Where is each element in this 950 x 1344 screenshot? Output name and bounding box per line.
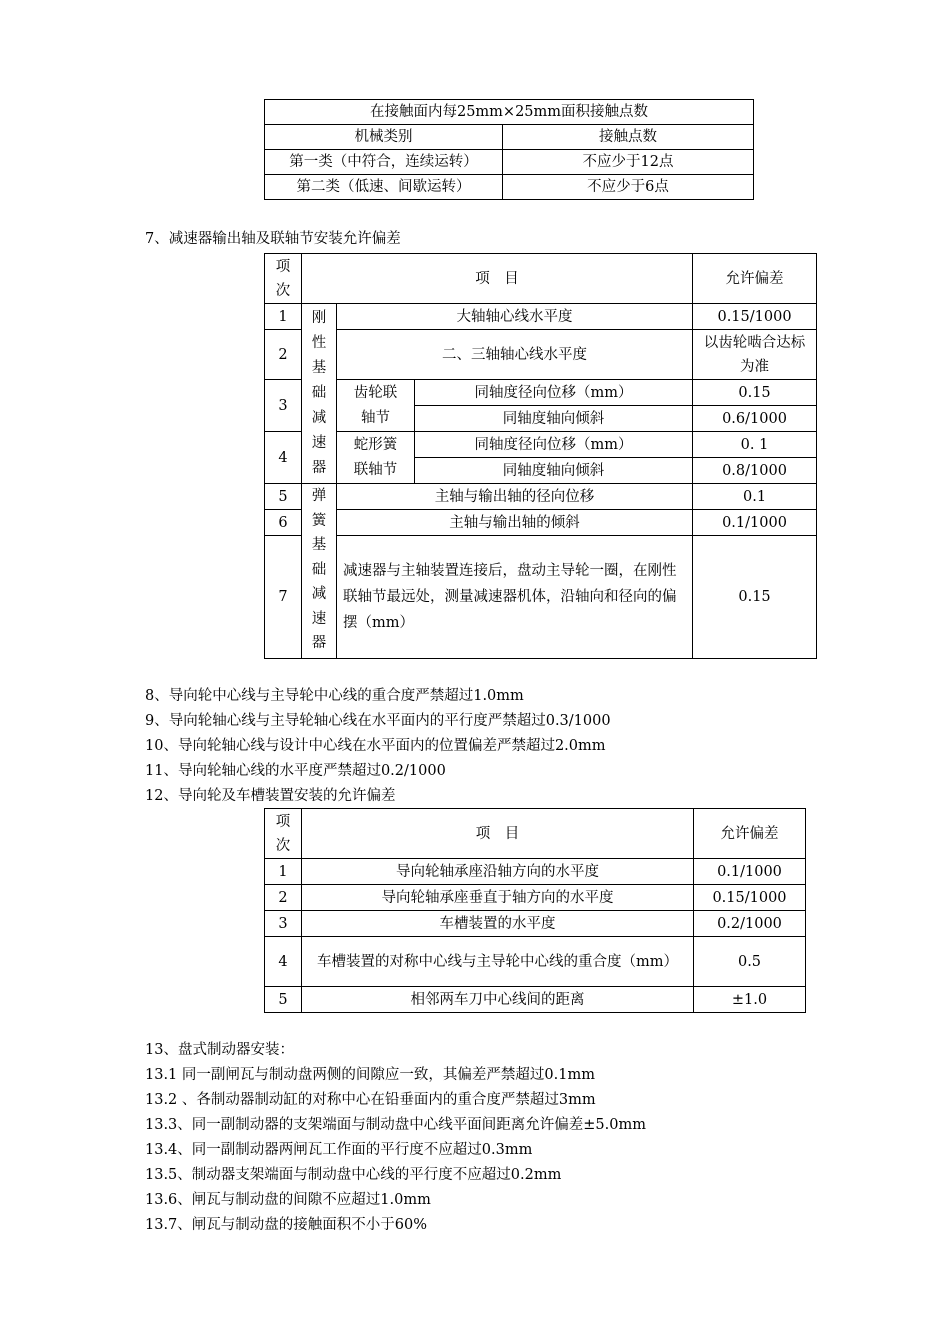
row-item: 车槽装置的水平度	[302, 911, 694, 937]
clause-13: 13、盘式制动器安装：	[145, 1042, 294, 1058]
col-header-tol: 允许偏差	[694, 809, 806, 859]
row-no: 7	[265, 536, 302, 659]
row-tol: 0.15/1000	[693, 304, 817, 330]
clause-12: 12、导向轮及车槽装置安装的允许偏差	[145, 788, 396, 804]
row-tol: 0.15	[693, 380, 817, 406]
table-cell: 不应少于6点	[503, 175, 754, 200]
clause-13-4: 13.4、同一副制动器两闸瓦工作面的平行度不应超过0.3mm	[145, 1142, 533, 1158]
row-tol: 0.15/1000	[694, 885, 806, 911]
row-tol: 0. 1	[693, 432, 817, 458]
clause-10: 10、导向轮轴心线与设计中心线在水平面内的位置偏差严禁超过2.0mm	[145, 738, 606, 754]
row-no: 1	[265, 859, 302, 885]
row-no: 3	[265, 911, 302, 937]
row-item: 大轴轴心线水平度	[337, 304, 693, 330]
row-tol: 0.6/1000	[693, 406, 817, 432]
coupling-type: 蛇形簧联轴节	[337, 432, 415, 484]
row-no: 4	[265, 937, 302, 987]
clause-13-6: 13.6、闸瓦与制动盘的间隙不应超过1.0mm	[145, 1192, 431, 1208]
row-item: 二、三轴轴心线水平度	[337, 330, 693, 380]
col-header-item: 项 目	[302, 254, 693, 304]
row-tol: 0.2/1000	[694, 911, 806, 937]
row-tol: 以齿轮啮合达标为准	[693, 330, 817, 380]
table-cell: 第一类（中符合，连续运转）	[265, 150, 503, 175]
row-item: 同轴度轴向倾斜	[415, 458, 693, 484]
row-tol: 0.1/1000	[694, 859, 806, 885]
clause-13-1: 13.1 同一副闸瓦与制动盘两侧的间隙应一致，其偏差严禁超过0.1mm	[145, 1067, 595, 1083]
row-item: 导向轮轴承座沿轴方向的水平度	[302, 859, 694, 885]
row-tol: 0.8/1000	[693, 458, 817, 484]
table-row	[265, 150, 754, 175]
row-item: 减速器与主轴装置连接后，盘动主导轮一圈，在刚性联轴节最远处，测量减速器机体，沿轴向和径向的偏摆（mm）	[337, 536, 693, 659]
group-spring: 弹簧基础减速器	[302, 484, 337, 659]
row-tol: ±1.0	[694, 987, 806, 1013]
row-item: 同轴度轴向倾斜	[415, 406, 693, 432]
coupling-type: 齿轮联轴节	[337, 380, 415, 432]
table-cell: 不应少于12点	[503, 150, 754, 175]
table-row	[265, 175, 754, 200]
row-no: 4	[265, 432, 302, 484]
col-header-no: 项次	[265, 809, 302, 859]
clause-8: 8、导向轮中心线与主导轮中心线的重合度严禁超过1.0mm	[145, 688, 524, 704]
row-item: 车槽装置的对称中心线与主导轮中心线的重合度（mm）	[302, 937, 694, 987]
clause-13-2: 13.2 、各制动器制动缸的对称中心在铅垂面内的重合度严禁超过3mm	[145, 1092, 596, 1108]
row-no: 6	[265, 510, 302, 536]
table-row	[265, 859, 806, 885]
section-heading: 7、减速器输出轴及联轴节安装允许偏差	[145, 231, 401, 247]
col-header-no: 项次	[265, 254, 302, 304]
clause-13-7: 13.7、闸瓦与制动盘的接触面积不小于60%	[145, 1217, 428, 1233]
guide-wheel-tolerance-table	[264, 808, 806, 1013]
row-no: 5	[265, 484, 302, 510]
table-row	[265, 911, 806, 937]
row-no: 3	[265, 380, 302, 432]
row-tol: 0.1	[693, 484, 817, 510]
row-item: 同轴度径向位移（mm）	[415, 432, 693, 458]
table-row	[265, 987, 806, 1013]
reducer-tolerance-table	[264, 253, 817, 659]
row-item: 导向轮轴承座垂直于轴方向的水平度	[302, 885, 694, 911]
row-no: 2	[265, 885, 302, 911]
col-header-tol: 允许偏差	[693, 254, 817, 304]
row-no: 2	[265, 330, 302, 380]
table-row	[265, 885, 806, 911]
row-item: 相邻两车刀中心线间的距离	[302, 987, 694, 1013]
clause-11: 11、导向轮轴心线的水平度严禁超过0.2/1000	[145, 763, 446, 779]
row-tol: 0.5	[694, 937, 806, 987]
clause-9: 9、导向轮轴心线与主导轮轴心线在水平面内的平行度严禁超过0.3/1000	[145, 713, 611, 729]
table-cell: 第二类（低速、间歇运转）	[265, 175, 503, 200]
row-no: 5	[265, 987, 302, 1013]
clause-13-5: 13.5、制动器支架端面与制动盘中心线的平行度不应超过0.2mm	[145, 1167, 562, 1183]
table-row	[265, 937, 806, 987]
group-rigid: 刚性基础减速器	[302, 304, 337, 484]
table-title: 在接触面内每25mm×25mm面积接触点数	[265, 100, 754, 125]
row-item: 主轴与输出轴的径向位移	[337, 484, 693, 510]
row-tol: 0.15	[693, 536, 817, 659]
table-header: 接触点数	[503, 125, 754, 150]
table-header: 机械类别	[265, 125, 503, 150]
col-header-item: 项 目	[302, 809, 694, 859]
contact-points-table	[264, 99, 754, 200]
clause-13-3: 13.3、同一副制动器的支架端面与制动盘中心线平面间距离允许偏差±5.0mm	[145, 1117, 646, 1133]
row-tol: 0.1/1000	[693, 510, 817, 536]
row-item: 主轴与输出轴的倾斜	[337, 510, 693, 536]
row-no: 1	[265, 304, 302, 330]
row-item: 同轴度径向位移（mm）	[415, 380, 693, 406]
